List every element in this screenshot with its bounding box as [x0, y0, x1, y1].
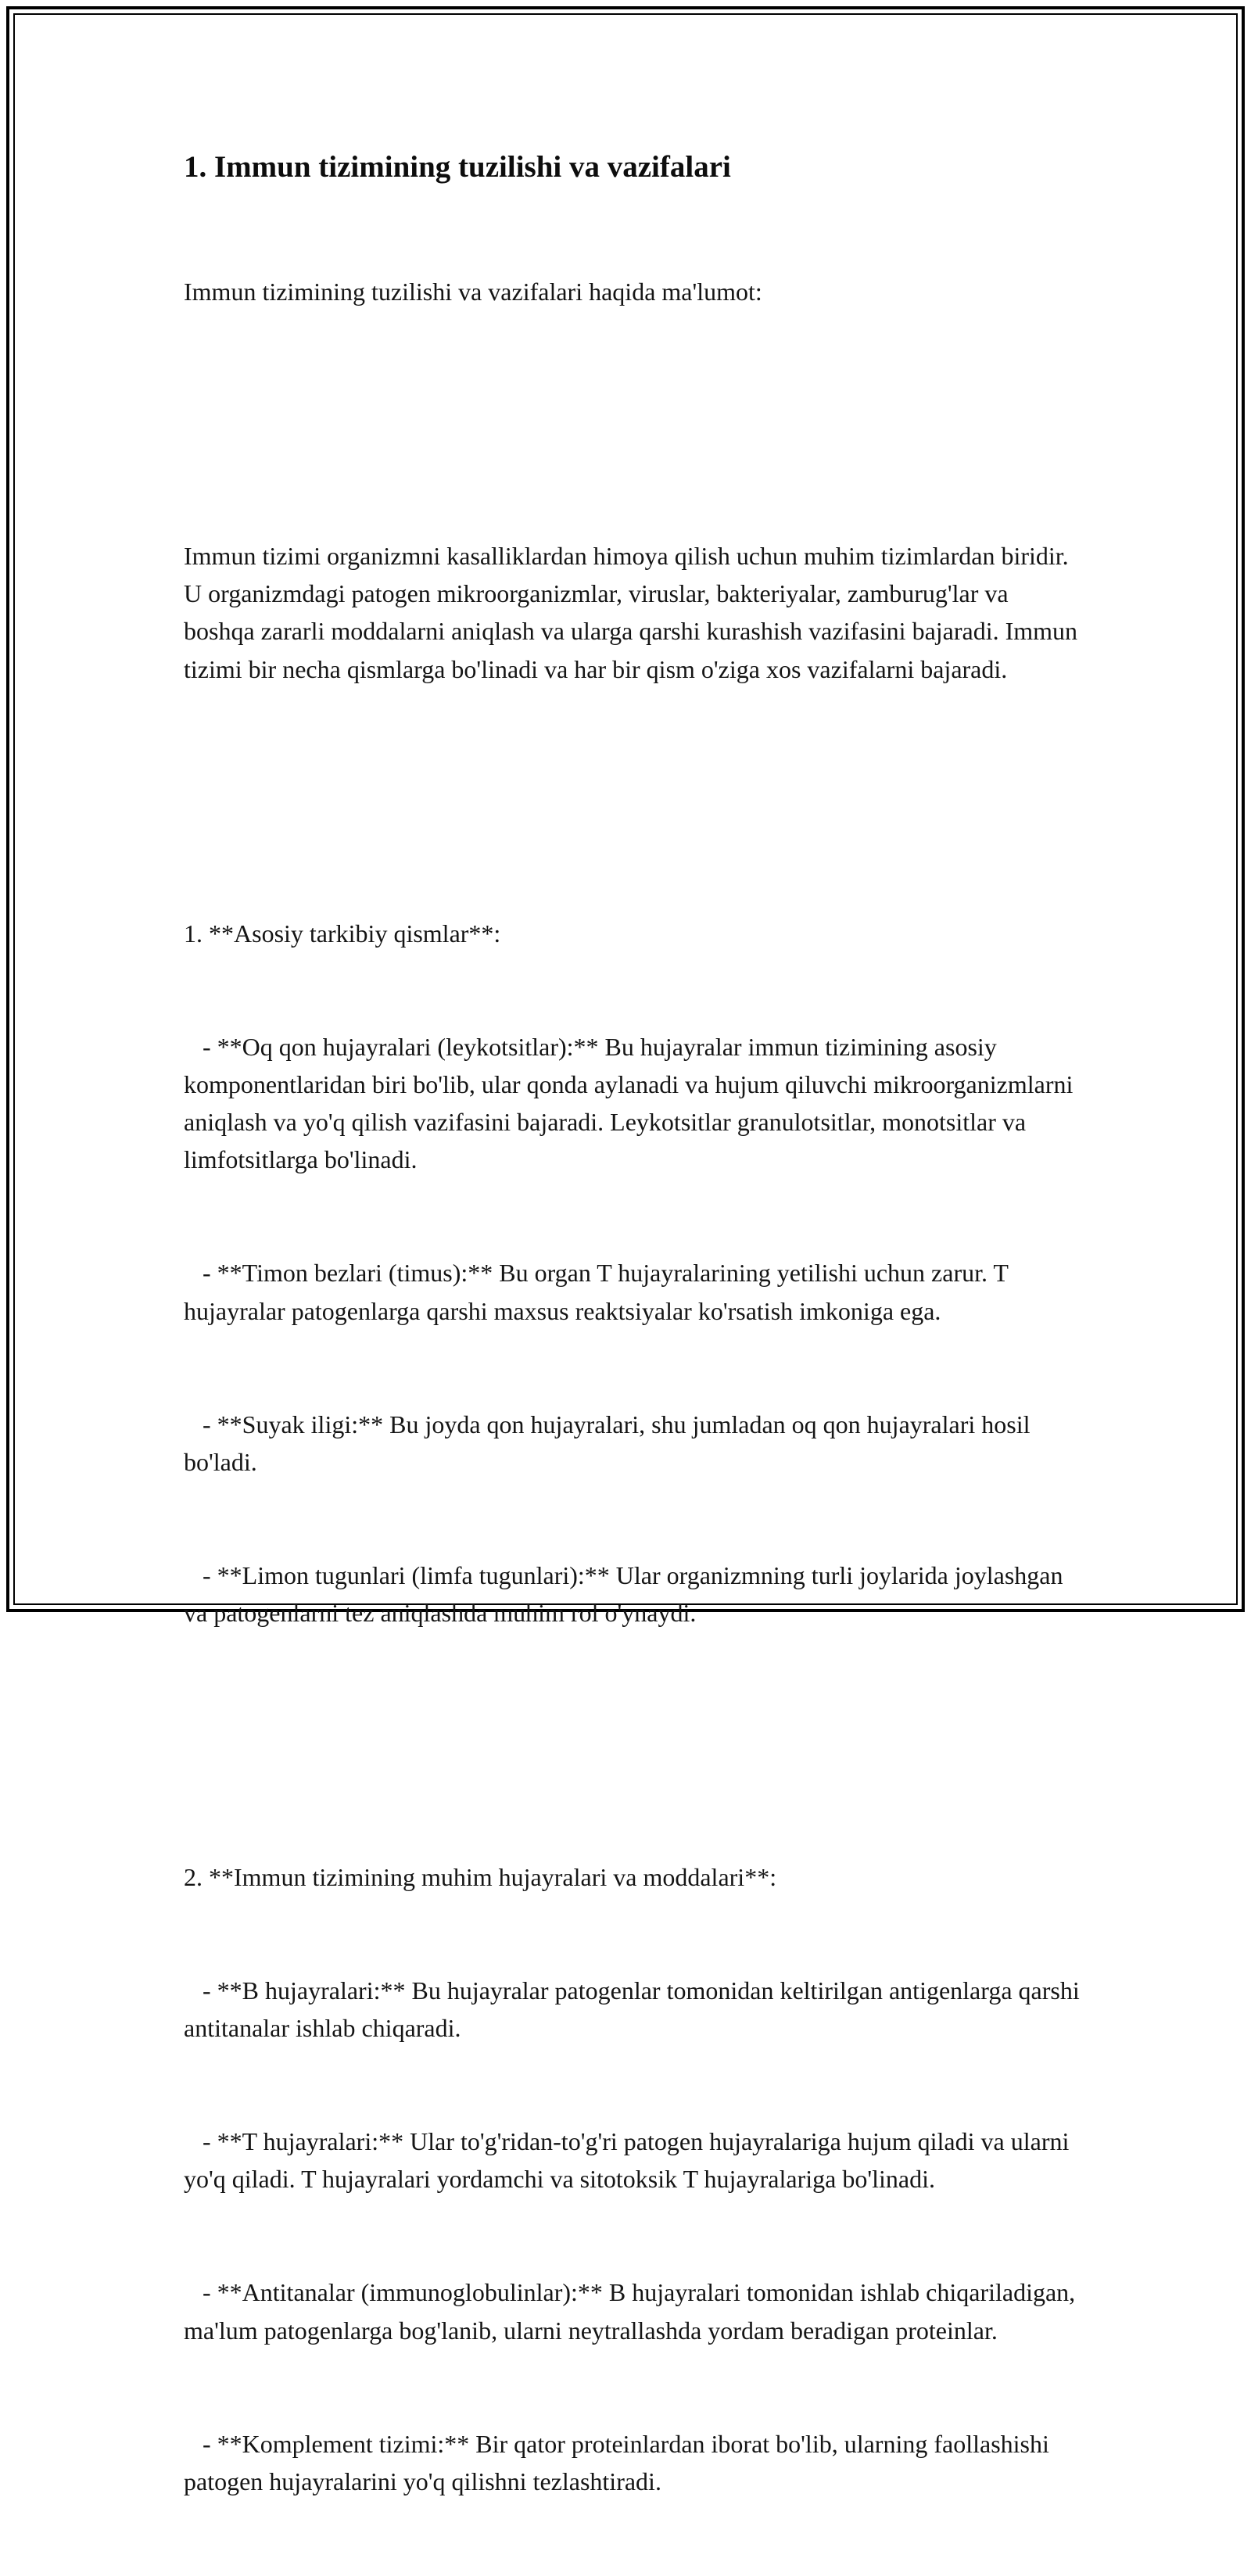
- list-item: - **Suyak iligi:** Bu joyda qon hujayralari, shu jumladan oq qon hujayralari hosil bo'ladi.: [184, 1410, 1037, 1476]
- document-title: 1. Immun tizimining tuzilishi va vazifalari: [184, 150, 731, 184]
- document-page: [184, 145, 1086, 2576]
- list-item: - **T hujayralari:** Ular to'g'ridan-to'g'ri patogen hujayralariga hujum qiladi va ularni yo'q qiladi. T hujayralari yordamchi va sitotoksik T hujayralariga bo'linadi.: [184, 2127, 1076, 2194]
- list-item: - **Oq qon hujayralari (leykotsitlar):** Bu hujayralar immun tizimining asosiy komponentlaridan biri bo'lib, ular qonda aylanadi va hujum qiluvchi mikroorganizmlarni aniqlash va yo'q qilish vazifasini bajaradi. Leykotsitlar granulotsitlar, monotsitlar va limfotsitlarga bo'linadi.: [184, 1032, 1080, 1174]
- list-item: - **B hujayralari:** Bu hujayralar patogenlar tomonidan keltirilgan antigenlarga qarshi antitanalar ishlab chiqaradi.: [184, 1976, 1086, 2043]
- intro-line: Immun tizimining tuzilishi va vazifalari haqida ma'lumot:: [184, 277, 762, 306]
- list-item: - **Timon bezlari (timus):** Bu organ T hujayralarining yetilishi uchun zarur. T hujayralar patogenlarga qarshi maxsus reaktsiyalar ko'rsatish imkoniga ega.: [184, 1259, 1015, 1325]
- section-heading: 1. **Asosiy tarkibiy qismlar**:: [184, 919, 501, 948]
- list-item: - **Komplement tizimi:** Bir qator proteinlardan iborat bo'lib, ularning faollashishi patogen hujayralarini yo'q qilishni tezlashtiradi.: [184, 2429, 1056, 2495]
- spacer: [184, 385, 1083, 423]
- spacer: [184, 1707, 1083, 1745]
- document-body: [184, 197, 1086, 2576]
- section-heading: 2. **Immun tizimining muhim hujayralari va moddalari**:: [184, 1863, 777, 1892]
- spacer: [184, 763, 1083, 801]
- list-item: - **Antitanalar (immunoglobulinlar):** B hujayralari tomonidan ishlab chiqariladigan, ma'lum patogenlarga bog'lanib, ularni neytrallashda yordam beradigan proteinlar.: [184, 2278, 1082, 2345]
- overview-paragraph: Immun tizimi organizmni kasalliklardan himoya qilish uchun muhim tizimlardan biridir. U organizmdagi patogen mikroorganizmlar, viruslar, bakteriyalar, zamburug'lar va boshqa zararli moddalarni aniqlash va ularga qarshi kurashish vazifasini bajaradi. Immun tizimi bir necha qismlarga bo'linadi va har bir qism o'ziga xos vazifalarni bajaradi.: [184, 541, 1084, 683]
- list-item: - **Limon tugunlari (limfa tugunlari):** Ular organizmning turli joylarida joylashgan va patogenlarni tez aniqlashda muhim rol o'ynaydi.: [184, 1560, 1070, 1627]
